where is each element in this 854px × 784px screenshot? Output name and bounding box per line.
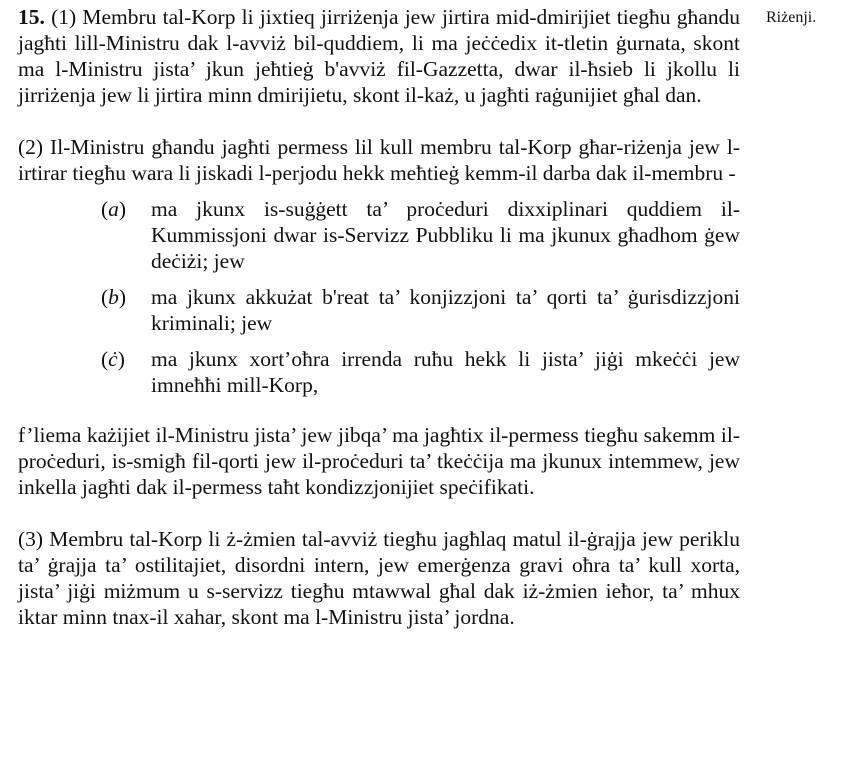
- marginal-note: Riżenji.: [766, 9, 817, 26]
- subsection-3: [18, 526, 740, 630]
- subsection-2-intro: [18, 134, 740, 186]
- list-item-a: [18, 196, 740, 274]
- item-text-b: ma jkunx akkużat b'reat ta’ konjizzjoni ta’ qorti ta’ ġurisdizzjoni kriminali; jew: [151, 285, 740, 335]
- subsection-2-items: [18, 196, 740, 398]
- subsection-1-label: (1): [51, 5, 77, 29]
- subsection-1: [18, 4, 740, 108]
- legal-section-body: [18, 4, 740, 630]
- subsection-3-text: Membru tal-Korp li ż-żmien tal-avviż tiegħu jagħlaq matul il-ġrajja jew periklu ta’ ġrajja ta’ ostilitajiet, disordni intern, jew emerġenza gravi oħra ta’ kull xorta, jista’ jiġi miżmum u s-servizz tiegħu mtawwal għal dak iż-żmien ieħor, ta’ mhux iktar minn tnax-il xahar, skont ma l-Ministru jista’ jordna.: [18, 527, 740, 629]
- item-label-b: (b): [101, 285, 127, 309]
- section-number: 15.: [18, 5, 45, 29]
- subsection-1-text: Membru tal-Korp li jixtieq jirriżenja jew jirtira mid-dmirijiet tiegħu għandu jagħti lill-Ministru dak l-avviż bil-quddiem, li ma jeċċedix it-tletin ġurnata, skont ma l-Ministru jista’ jkun jeħtieġ b'avviż fil-Gazzetta, dwar il-ħsieb li jkollu li jirriżenja jew li jirtira minn dmirijietu, skont il-każ, u jagħti raġunijiet għal dan.: [18, 5, 740, 107]
- list-item-c: [18, 346, 740, 398]
- item-text-c: ma jkunx xort’oħra irrenda ruħu hekk li jista’ jiġi mkeċċi jew imneħħi mill-Korp,: [151, 347, 740, 397]
- subsection-2-intro-text: Il-Ministru għandu jagħti permess lil kull membru tal-Korp għar-riżenja jew l-irtirar tiegħu wara li jiskadi l-perjodu hekk meħtieġ kemm-il darba dak il-membru -: [18, 135, 740, 185]
- item-label-c: (ċ): [101, 347, 125, 371]
- item-label-a: (a): [101, 197, 127, 221]
- subsection-3-label: (3): [18, 527, 44, 551]
- subsection-2-closing: f’liema każijiet il-Ministru jista’ jew jibqa’ ma jagħtix il-permess tiegħu sakemm il-proċeduri, is-smigħ fil-qorti jew il-proċeduri ta’ tkeċċija ma jkunux intemmew, jew inkella jagħti dak il-permess taħt kondizzjonijiet speċifikati.: [18, 423, 740, 499]
- subsection-2-label: (2): [18, 135, 44, 159]
- item-text-a: ma jkunx is-suġġett ta’ proċeduri dixxiplinari quddiem il-Kummissjoni dwar is-Servizz Pubbliku li ma jkunux għadhom ġew deċiżi; jew: [151, 197, 740, 273]
- list-item-b: [18, 284, 740, 336]
